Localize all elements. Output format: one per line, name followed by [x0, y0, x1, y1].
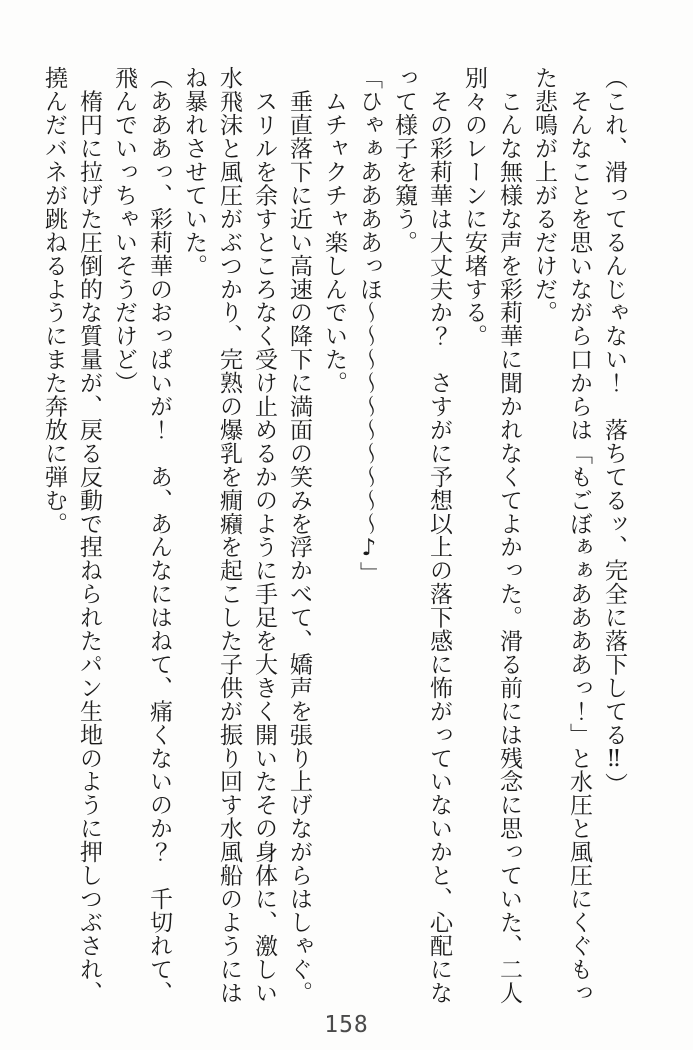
paragraph: その彩莉華は大丈夫か？ さすがに予想以上の落下感に怖がっていないかと、心配になって様子を窺う。 — [391, 66, 452, 1004]
paragraph: 楕円に拉げた圧倒的な質量が、戻る反動で捏ねられたパン生地のように押しつぶされ、撓んだバネが跳ねるようにまた奔放に弾む。 — [41, 66, 102, 1004]
paragraph: そんなことを思いながら口からは「もごぼぁぁああああっ！」と水圧と風圧にくぐもった悲鳴が上がるだけだ。 — [531, 66, 592, 1004]
novel-text — [31, 66, 631, 1006]
paragraph: こんな無様な声を彩莉華に聞かれなくてよかった。滑る前には残念に思っていた、二人別々のレーンに安堵する。 — [461, 66, 522, 1004]
paragraph: （これ、滑ってるんじゃない！ 落ちてるッ、完全に落下してる‼） — [601, 66, 627, 796]
paragraph: 垂直落下に近い高速の降下に満面の笑みを浮かべて、嬌声を張り上げながらはしゃぐ。 — [286, 66, 312, 1004]
paragraph: 「ひゃぁああああっほ〜〜〜〜〜〜〜〜〜〜♪」 — [356, 66, 382, 585]
page-number: 158 — [324, 1012, 369, 1038]
paragraph: （あああっ、彩莉華のおっぱいが！ あ、あんなにはねて、痛くないのか？ 千切れて、飛んでいっちゃいそうだけど） — [111, 66, 172, 1004]
paragraph: スリルを余すところなく受け止めるかのように手足を大きく開いたその身体に、激しい水飛沫と風圧がぶつかり、完熟の爆乳を癇癪を起こした子供が振り回す水風船のようにはね暴れさせていた。 — [181, 66, 277, 1004]
paragraph: ムチャクチャ楽しんでいた。 — [321, 66, 347, 395]
